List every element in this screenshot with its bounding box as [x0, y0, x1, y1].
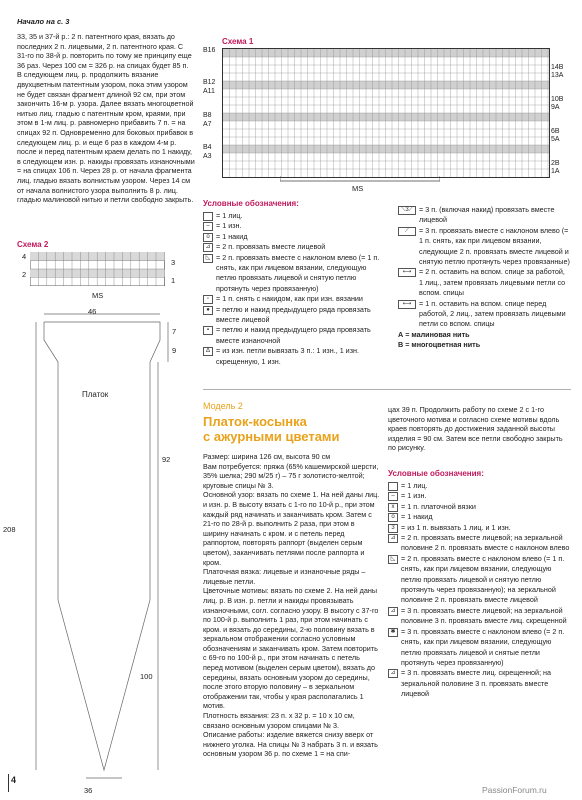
right-body-text: цах 39 п. Продолжить работу по схеме 2 с 1-го цветочного мотива и согласно схеме мотивы вдоль краев повторять до достижения заданной высоты изделия = 90 см. Затем все петли свободно закрыть по рисунку.	[388, 405, 563, 453]
schema1-title: Схема 1	[222, 37, 254, 46]
pattern-label: Платок	[82, 390, 109, 399]
schema1-row-label: 14B	[551, 64, 564, 71]
knit-together-dot-icon: ●	[203, 306, 213, 315]
dim-208: 208	[3, 525, 16, 534]
model-number: Модель 2	[203, 401, 243, 411]
schema2-chart	[30, 252, 165, 286]
legend2-list	[398, 205, 570, 351]
kfb-icon: 3	[388, 524, 398, 533]
schema1-row-label: 1A	[551, 168, 560, 175]
k3tog-icon: ⟍3⟋	[398, 206, 416, 215]
schema1-chart	[222, 48, 550, 178]
schema2-grid	[30, 252, 165, 286]
increase-3-icon: Δ	[203, 347, 213, 356]
color-a-note: А = малиновая нить	[398, 329, 470, 339]
schema2-title: Схема 2	[17, 240, 49, 249]
schema2-row-label: 4	[22, 252, 27, 261]
yarn-over-icon: o	[203, 233, 213, 242]
knit-icon	[388, 482, 398, 491]
model-title-line2: с ажурными цветами	[203, 429, 340, 444]
legend-item: = 1 лиц.	[388, 481, 571, 491]
legend-item: ● = петлю и накид предыдущего ряда провязать вместе лицевой	[203, 305, 388, 326]
schema2-ms-label: MS	[92, 291, 104, 300]
schema1-row-label: B12	[203, 79, 216, 86]
schema1-row-label: 2B	[551, 160, 560, 167]
legend-item: o = 1 накид	[388, 512, 571, 522]
purl-together-icon: ▪	[203, 326, 213, 335]
legend-item: ⊿ = 3 п. провязать вместе лиц. скрещенной; на зеркальной половине 3 п. провязать вместе лицевой	[388, 668, 571, 699]
legend-item: ⟍3⟋ = 3 п. (включая накид) провязать вместе лицевой	[398, 205, 570, 226]
schema1-row-label: B8	[203, 112, 212, 119]
dim-100: 100	[140, 672, 153, 681]
schema1-grid	[223, 49, 549, 177]
k2tog-icon: ⊿	[203, 243, 213, 252]
legend-item: x = 1 п. платочной вязки	[388, 502, 571, 512]
schema1-row-label: A11	[203, 88, 215, 95]
schema1-row-label: B4	[203, 144, 212, 151]
k3tog-icon: ⊿	[388, 607, 398, 616]
legend-item: – = 1 изн.	[388, 491, 571, 501]
dim-7: 7	[172, 327, 177, 336]
legend-item: ▪ = петлю и накид предыдущего ряда провязать вместе изнаночной	[203, 325, 388, 346]
schema1-row-label: B16	[203, 47, 216, 54]
legend-item: – = 1 изн.	[203, 221, 388, 231]
schema2-row-label: 2	[22, 270, 27, 279]
cable-front-icon: ⟷	[398, 300, 416, 309]
legend-item: ⊿ = 3 п. провязать вместе лицевой; на зеркальной половине 3 п. провязать вместе лиц. скрещенной	[388, 606, 571, 627]
model-title-line1: Платок-косынка	[203, 414, 307, 429]
schema1-row-label: 13A	[551, 72, 564, 79]
dim-9: 9	[172, 346, 177, 355]
schema1-ms-bracket	[280, 176, 440, 184]
legend-item: ▫ = 1 п. снять с накидом, как при изн. вязании	[203, 294, 388, 304]
model-body-text: Размер: ширина 126 см, высота 90 см Вам потребуется: пряжа (65% кашемирской шерсти, 35% шелка; 290 м/25 г) – 75 г золотисто-желтой; круговые спицы № 3. Основной узор: вязать по схеме 1. На ней даны лиц. и изн. р. В высоту вязать с 1-го по 10-й р., при этом каждый ряд начинать и заканчивать кром. Затем с 21-го по 28-й р. выполнить 2 раза, при этом в ширину начинать с кром. и с петель перед раппортом, повторять раппорт (выделен серым цветом), заканчивать петлями после раппорта и кром. Платочная вязка: лицевые и изнаночные ряды – лицевые петли. Цветочные мотивы: вязать по схеме 2. На ней даны лиц. р. В изн. р. петли и накиды провязывать изнаночными, согл. согласно узору. В высоту с 37-го по 100-й р. выполнить 1 раз, при этом начинать с кром. и вязать до середины, 2-ю половину вязать в зеркальном отображении согласно условным обозначениям и заканчивать кром. Затем повторить с 69-го по 100-й р., при этом начинать с петель перед мотивом (выделен серым цветом), вязать до середины, вязать основным узором до середины, после этого вторую половину – в зеркальном отображении так, чтобы у края располагались 1 мотив. Плотность вязания: 23 п. х 32 р. = 10 х 10 см, связано основным узором спицами № 3. Описание работы: изделие вяжется снизу вверх от нижнего уголка. На спицы № 3 набрать 3 п. и вязать основным узором 36 р. по схеме 1 = на спи-	[203, 452, 380, 759]
dim-top-width: 46	[88, 307, 97, 316]
legend1-title: Условные обозначения:	[203, 199, 299, 208]
legend-item: = 1 лиц.	[203, 211, 388, 221]
shawl-pattern-drawing	[14, 300, 204, 790]
schema2-row-label: 3	[171, 258, 176, 267]
schema1-row-label: A7	[203, 121, 212, 128]
purl-icon: –	[388, 492, 398, 501]
schema1-row-label: 10B	[551, 96, 564, 103]
continued-note: Начало на с. 3	[17, 17, 70, 26]
schema1-row-label: A3	[203, 153, 212, 160]
sk2p-icon: ⟋	[398, 227, 416, 236]
legend-item: ⊿ = 2 п. провязать вместе лицевой	[203, 242, 388, 252]
legend-item: 3 = из 1 п. вывязать 1 лиц. и 1 изн.	[388, 523, 571, 533]
knit-icon	[203, 212, 213, 221]
legend-item: ✱ = 3 п. провязать вместе с наклоном влево (= 2 п. снять, как при лицевом вязании, следующую петлю провязать лицевой и снятые петли протянуть через провязанную)	[388, 627, 571, 669]
purl-icon: –	[203, 222, 213, 231]
ssk-icon: ◺	[388, 555, 398, 564]
color-b-note: В = многоцветная нить	[398, 340, 481, 350]
section-divider	[203, 389, 571, 390]
legend-item: Δ = из изн. петли вывязать 3 п.: 1 изн., 1 изн. скрещенную, 1 изн.	[203, 346, 388, 367]
legend-item: ◺ = 2 п. провязать вместе с наклоном влево (= 1 п. снять, как при лицевом вязании, следующую петлю провязать лицевой и снятую петлю протянуть через провязанную); на зеркальной половине 2 п. провязать вместе лицевой	[388, 554, 571, 606]
k3tog-tbl-icon: ⊿	[388, 669, 398, 678]
legend-item: ◺ = 2 п. провязать вместе с наклоном влево (= 1 п. снять, как при лицевом вязании, следующую петлю провязать лицевой и снятую петлю протянуть через провязанную)	[203, 253, 388, 295]
legend3-title: Условные обозначения:	[388, 469, 484, 478]
legend3-list	[388, 481, 571, 700]
sk2p-icon: ✱	[388, 628, 398, 637]
k2tog-icon: ⊿	[388, 534, 398, 543]
legend1-list	[203, 211, 388, 367]
legend-item: ⟷ = 2 п. оставить на вспом. спице за работой, 1 лиц., затем провязать лицевыми петли со вспом. спицы	[398, 267, 570, 298]
schema1-row-label: 6B	[551, 128, 560, 135]
left-body-text: 33, 35 и 37-й р.: 2 п. патентного края, вязать до последних 2 п. лицевыми, 2 п. патентного края. С 31-го по 38-й р. повторить по тому же принципу еще 36 раз. Через 100 см = 326 р. на спицах будет 85 п. В следующем лиц. р. продолжить вязание двухцветным патентным узором, пока этим узором не будет связан фрагмент длиной 92 см, при этом закончить 16-м р. узора. Далее вязать многоцветной нитью лиц. гладью с патентным кром, краями, при этом в 1-м лиц. р. равномерно прибавить 7 п. = на спицах 92 п. Одновременно для боковых прибавок в следующем лиц. р. и еще 6 раз в каждом 4-м р. после и перед патентным краем делать по 1 накиду, в следующем изн. р. накиды провязать изнаночными = на спицах 106 п. Через 28 р. от начала фрагмента лиц. гладью вязать волнистым узором. Через 14 см от начала волнистого узора выполнить 8 р. лиц. гладью малиновой нитью и петли свободно закрыть.	[17, 32, 195, 205]
schema1-row-label: 5A	[551, 136, 560, 143]
legend-item: ⟷ = 1 п. оставить на вспом. спице перед работой, 2 лиц., затем провязать лицевыми петли со вспом. спицы	[398, 299, 570, 330]
legend-item: o = 1 накид	[203, 232, 388, 242]
schema1-row-label: 9A	[551, 104, 560, 111]
legend-item: ⟋ = 3 п. провязать вместе с наклоном влево (= 1 п. снять, как при лицевом вязании, следующие 2 п. провязать вместе лицевой и снятую петлю протянуть через провязанные)	[398, 226, 570, 268]
site-watermark: PassionForum.ru	[482, 785, 547, 795]
yarn-over-icon: o	[388, 513, 398, 522]
schema2-row-label: 1	[171, 276, 176, 285]
garter-icon: x	[388, 503, 398, 512]
schema1-ms-label: MS	[352, 184, 364, 193]
page-edge-marker	[8, 774, 9, 792]
cable-back-icon: ⟷	[398, 268, 416, 277]
ssk-icon: ◺	[203, 254, 213, 263]
dim-bottom: 36	[84, 786, 93, 795]
page-number: 4	[11, 775, 17, 785]
slip-icon: ▫	[203, 295, 213, 304]
legend-item: ⊿ = 2 п. провязать вместе лицевой; на зеркальной половине 2 п. провязать вместе с наклоном влево	[388, 533, 571, 554]
dim-92: 92	[162, 455, 171, 464]
